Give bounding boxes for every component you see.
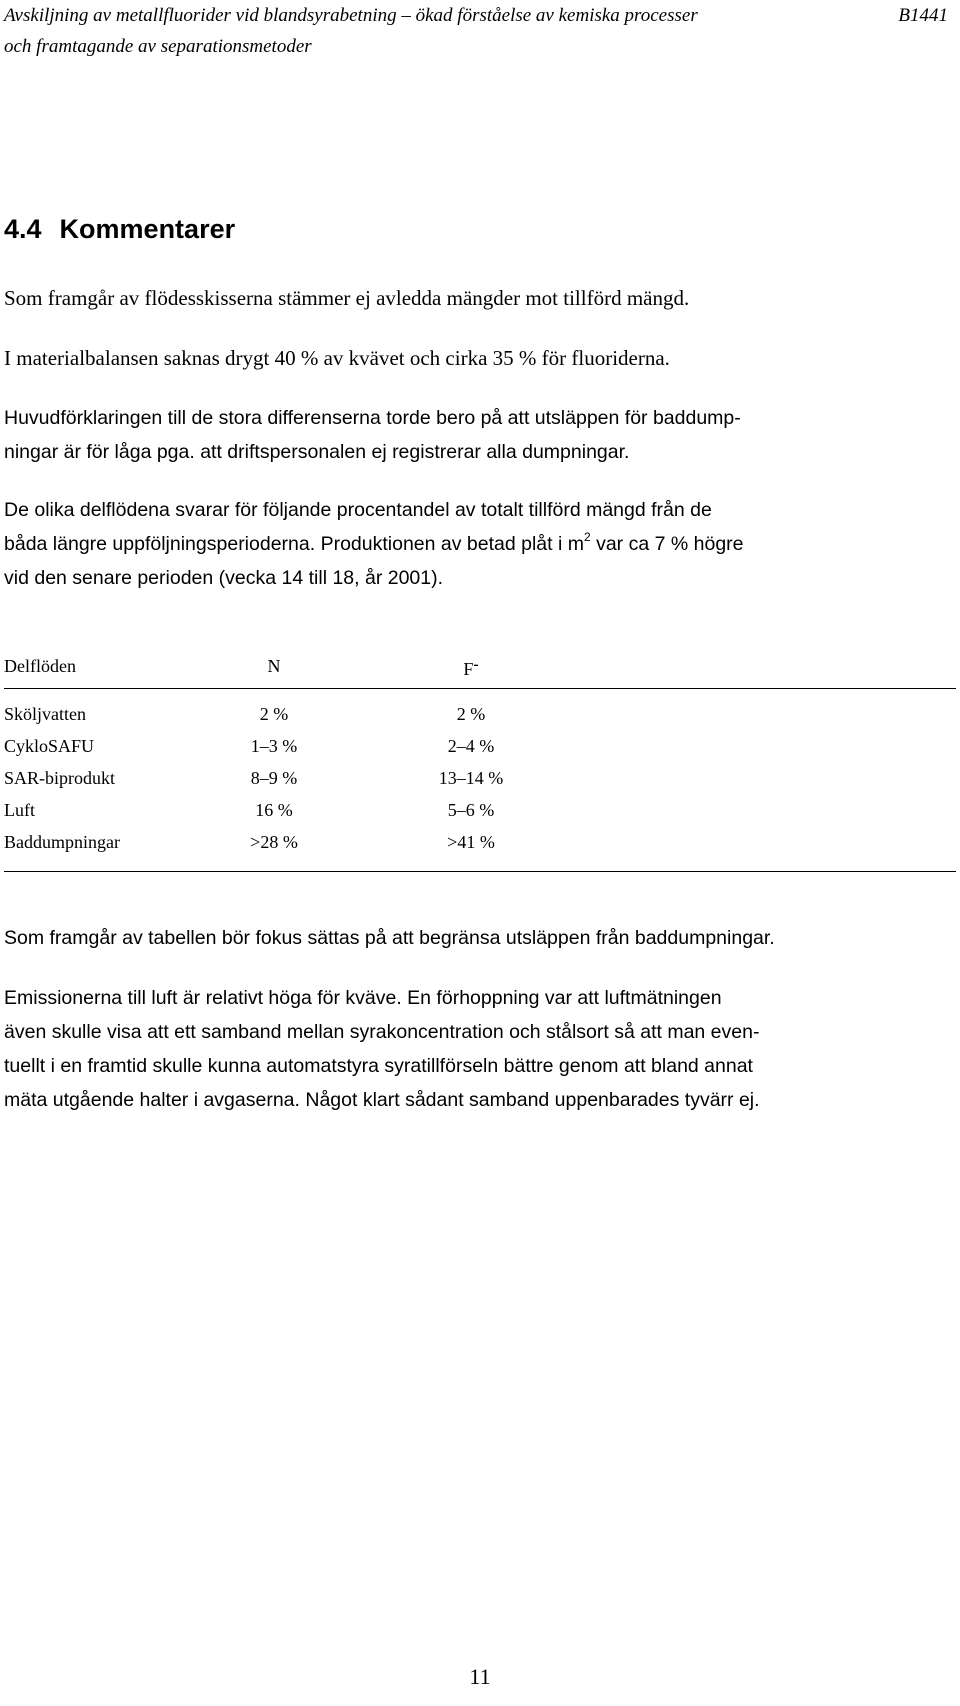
section-number: 4.4 — [4, 214, 42, 244]
header-n: N — [267, 656, 281, 676]
paragraph-line: vid den senare perioden (vecka 14 till 18, år 2001). — [4, 567, 444, 589]
header-title-line-2: och framtagande av separationsmetoder — [4, 36, 312, 57]
table-row — [4, 729, 956, 761]
paragraph-line: De olika delflödena svarar för följande procentandel av totalt tillförd mängd från de — [4, 499, 712, 521]
paragraph-main-explanation — [4, 401, 954, 469]
table-row — [4, 697, 956, 729]
paragraph-line: även skulle visa att ett samband mellan syrakoncentration och stålsort så att man even- — [4, 1021, 760, 1043]
cell-f: >41 % — [447, 832, 495, 852]
paragraph-line: I materialbalansen saknas drygt 40 % av kvävet och cirka 35 % för fluoriderna. — [4, 346, 670, 370]
paragraph-line: Emissionerna till luft är relativt höga för kväve. En förhoppning var att luftmätningen — [4, 987, 722, 1009]
table-bottom-rule — [4, 857, 956, 872]
cell-f: 13–14 % — [438, 768, 504, 788]
paragraph-material-balance — [4, 341, 954, 375]
paragraph-table-focus — [4, 921, 954, 955]
table-row — [4, 825, 956, 857]
subflow-table — [4, 652, 956, 872]
cell-n: 2 % — [259, 704, 289, 724]
paragraph-line: tuellt i en framtid skulle kunna automatstyra syratillförseln bättre genom att bland annat — [4, 1055, 753, 1077]
section-heading — [4, 212, 235, 246]
paragraph-line: Som framgår av tabellen bör fokus sättas på att begränsa utsläppen från baddumpningar. — [4, 927, 775, 949]
header-flow: Delflöden — [4, 656, 76, 676]
header-title — [4, 0, 834, 62]
paragraph-air-emissions — [4, 981, 954, 1117]
header-f-text: F — [463, 659, 474, 679]
cell-n: >28 % — [250, 832, 298, 852]
cell-n: 16 % — [255, 800, 293, 820]
paragraph-text: båda längre uppföljningsperioderna. Produktionen av betad plåt i m — [4, 533, 584, 555]
paragraph-line: Huvudförklaringen till de stora differenserna torde bero på att utsläppen för baddump- — [4, 407, 741, 429]
header-f — [416, 656, 526, 680]
cell-flow: SAR-biprodukt — [4, 768, 116, 788]
table-row — [4, 793, 956, 825]
report-id: B1441 — [898, 5, 948, 26]
paragraph-line: mäta utgående halter i avgaserna. Något klart sådant samband uppenbarades tyvärr ej. — [4, 1089, 760, 1111]
cell-f: 2 % — [456, 704, 486, 724]
paragraph-line: ningar är för låga pga. att driftspersonalen ej registrerar alla dumpningar. — [4, 441, 630, 463]
section-title-text: Kommentarer — [59, 214, 236, 244]
cell-n: 8–9 % — [250, 768, 298, 788]
header-title-line-1: Avskiljning av metallfluorider vid blandsyrabetning – ökad förståelse av kemiska processer — [4, 5, 698, 26]
header-f-superscript: - — [473, 656, 479, 673]
table-header-row — [4, 652, 956, 689]
page-number: 11 — [469, 1664, 491, 1689]
cell-n: 1–3 % — [250, 736, 298, 756]
cell-f: 5–6 % — [447, 800, 495, 820]
paragraph-line — [4, 527, 954, 561]
cell-flow: Sköljvatten — [4, 704, 86, 724]
paragraph-text: var ca 7 % högre — [590, 533, 744, 555]
cell-flow: Luft — [4, 800, 35, 820]
table-row — [4, 761, 956, 793]
cell-flow: Baddumpningar — [4, 832, 120, 852]
paragraph-flowcharts — [4, 281, 954, 315]
cell-flow: CykloSAFU — [4, 736, 95, 756]
cell-f: 2–4 % — [447, 736, 495, 756]
paragraph-subflows — [4, 493, 954, 595]
superscript: 2 — [583, 530, 591, 544]
paragraph-line: Som framgår av flödesskisserna stämmer ej avledda mängder mot tillförd mängd. — [4, 286, 690, 310]
